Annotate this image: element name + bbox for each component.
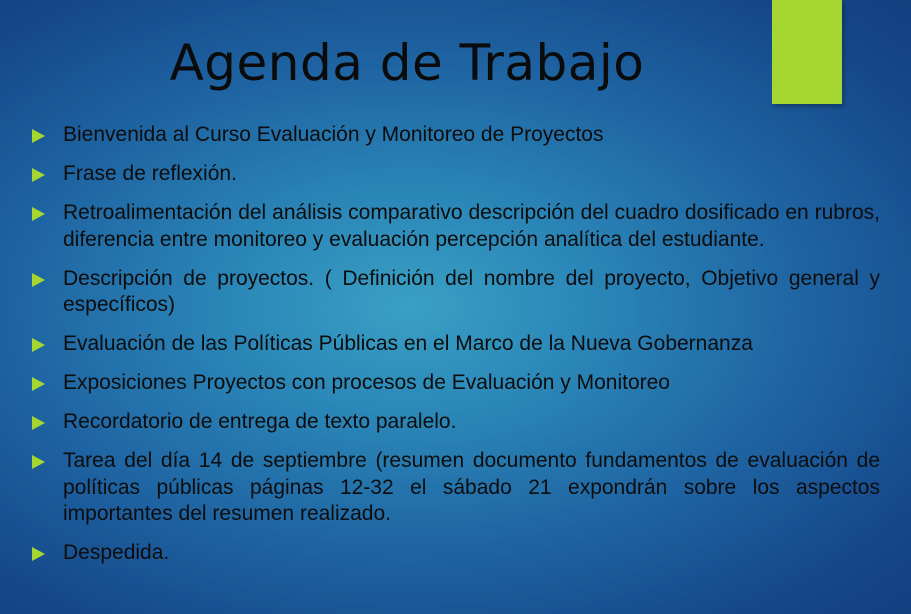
agenda-item-policy-evaluation — [30, 331, 880, 358]
agenda-item-text: Tarea del día 14 de septiembre (resumen documento fundamentos de evaluación de políticas públicas páginas 12-32 el sábado 21 expondrán sobre los aspectos importantes del resumen realizado. — [63, 449, 880, 525]
triangle-right-icon — [32, 338, 45, 352]
agenda-item-feedback — [30, 200, 880, 253]
agenda-item-text: Recordatorio de entrega de texto paralelo. — [63, 410, 457, 433]
triangle-right-icon — [32, 207, 45, 221]
triangle-right-icon — [32, 168, 45, 182]
triangle-right-icon — [32, 547, 45, 561]
triangle-right-icon — [32, 377, 45, 391]
agenda-item-text: Despedida. — [63, 541, 170, 564]
agenda-item-text: Retroalimentación del análisis comparativo descripción del cuadro dosificado en rubros, diferencia entre monitoreo y evaluación percepción analítica del estudiante. — [63, 201, 880, 251]
agenda-item-text: Exposiciones Proyectos con procesos de Evaluación y Monitoreo — [63, 371, 670, 394]
triangle-right-icon — [32, 129, 45, 143]
agenda-item-reminder — [30, 409, 880, 436]
agenda-item-welcome — [30, 122, 880, 149]
agenda-item-farewell — [30, 540, 880, 567]
agenda-item-text: Frase de reflexión. — [63, 162, 237, 185]
agenda-item-presentations — [30, 370, 880, 397]
slide-title: Agenda de Trabajo — [169, 34, 645, 92]
triangle-right-icon — [32, 416, 45, 430]
agenda-item-homework — [30, 448, 880, 528]
agenda-item-project-description — [30, 266, 880, 319]
triangle-right-icon — [32, 273, 45, 287]
triangle-right-icon — [32, 455, 45, 469]
agenda-item-text: Descripción de proyectos. ( Definición del nombre del proyecto, Objetivo general y específicos) — [63, 266, 880, 316]
agenda-list — [30, 122, 880, 579]
agenda-item-reflection — [30, 161, 880, 188]
agenda-item-text: Evaluación de las Políticas Públicas en el Marco de la Nueva Gobernanza — [63, 332, 753, 355]
agenda-item-text: Bienvenida al Curso Evaluación y Monitoreo de Proyectos — [63, 123, 604, 146]
